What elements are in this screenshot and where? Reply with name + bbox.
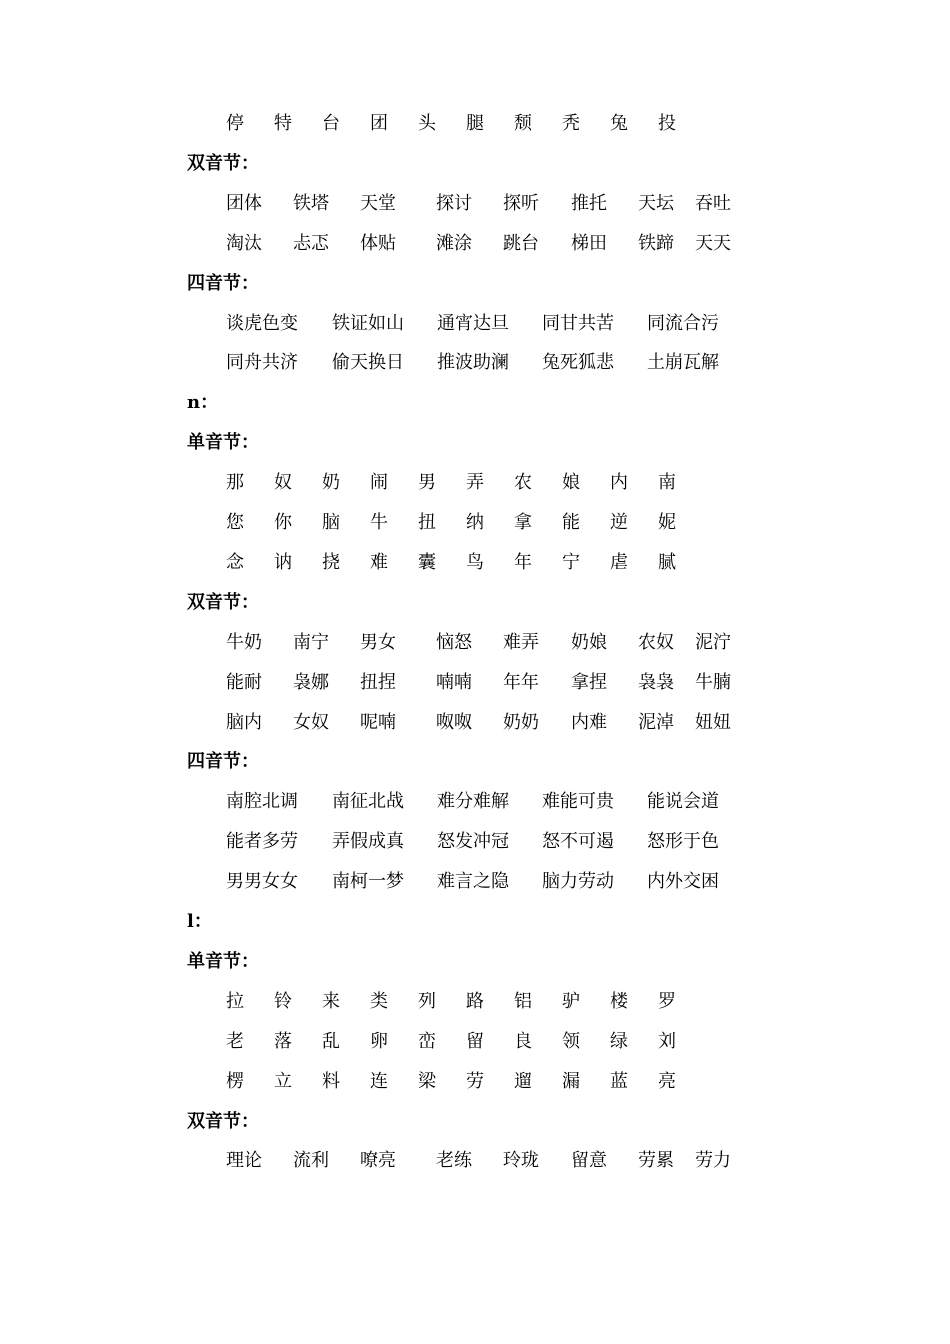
char-item: 奴 [274,472,292,494]
char-item: 团 [370,113,388,134]
char-item: 劳 [466,1070,484,1092]
char-item: 囊 [418,551,436,573]
word-item: 内外交困 [647,871,719,893]
section-heading: 双音节： [187,591,259,613]
char-item: 遛 [514,1070,532,1092]
word-item: 铁蹄 [638,232,674,254]
char-item: 农 [514,472,532,494]
char-item: 兔 [610,113,628,134]
char-item: 乱 [322,1030,340,1052]
char-item: 台 [322,113,340,134]
word-item: 袅娜 [293,671,329,693]
char-item: 男 [418,472,436,494]
word-item: 奶奶 [503,711,539,733]
word-item: 南宁 [293,631,329,653]
word-item: 恼怒 [436,631,472,653]
char-item: 峦 [418,1030,436,1052]
word-item: 天天 [695,232,731,254]
char-item: 那 [226,472,244,494]
char-item: 漏 [562,1070,580,1092]
char-item: 留 [466,1030,484,1052]
char-item: 扭 [418,512,436,533]
char-item: 你 [274,512,292,533]
word-item: 袅袅 [638,671,674,693]
word-item: 怒不可遏 [542,831,614,853]
word-item: 泥淖 [638,711,674,733]
word-item: 男男女女 [226,871,298,893]
char-item: 铃 [274,990,292,1012]
section-heading: l： [187,911,212,932]
word-item: 弄假成真 [332,831,404,853]
word-item: 探讨 [436,192,472,214]
section-heading: 双音节： [187,1110,259,1132]
char-item: 蓝 [610,1070,628,1092]
char-item: 落 [274,1030,292,1052]
char-item: 梁 [418,1070,436,1092]
word-item: 跳台 [503,232,539,254]
char-item: 娘 [562,472,580,494]
word-item: 奶娘 [571,631,607,653]
char-item: 拿 [514,512,532,533]
word-item: 理论 [226,1150,262,1172]
char-item: 颓 [514,113,532,134]
word-item: 同甘共苦 [542,312,614,334]
char-item: 腻 [658,551,676,573]
word-item: 偷天换日 [332,352,404,374]
word-item: 喃喃 [436,671,472,693]
word-item: 拿捏 [571,671,607,693]
word-item: 妞妞 [695,711,731,733]
char-item: 良 [514,1030,532,1052]
char-item: 来 [322,990,340,1012]
word-item: 土崩瓦解 [647,352,719,374]
word-item: 呢喃 [360,711,396,733]
word-item: 吞吐 [695,192,731,214]
word-item: 南柯一梦 [332,871,404,893]
word-item: 扭捏 [360,671,396,693]
word-item: 铁证如山 [332,312,404,334]
word-item: 难能可贵 [542,791,614,813]
section-heading: 四音节： [187,272,259,294]
word-item: 忐忑 [293,232,329,254]
word-item: 难言之隐 [437,871,509,893]
word-item: 难分难解 [437,791,509,813]
word-item: 体贴 [360,232,396,254]
char-item: 楼 [610,990,628,1012]
word-item: 同流合污 [647,312,719,334]
char-item: 楞 [226,1070,244,1092]
word-item: 谈虎色变 [226,312,298,334]
char-item: 投 [658,113,676,134]
word-item: 男女 [360,631,396,653]
char-item: 能 [562,512,580,533]
section-heading: 四音节： [187,751,259,773]
char-item: 头 [418,113,436,134]
char-item: 脑 [322,512,340,533]
char-item: 立 [274,1070,292,1092]
char-item: 奶 [322,472,340,494]
char-item: 特 [274,113,292,134]
word-item: 怒发冲冠 [437,831,509,853]
section-heading: n： [187,392,219,414]
word-item: 南腔北调 [226,791,298,813]
word-item: 淘汰 [226,232,262,254]
char-item: 秃 [562,113,580,134]
char-item: 类 [370,990,388,1012]
word-item: 玲珑 [503,1150,539,1172]
char-item: 挠 [322,551,340,573]
char-item: 拉 [226,990,244,1012]
char-item: 弄 [466,472,484,494]
char-item: 念 [226,551,244,573]
char-item: 年 [514,551,532,573]
char-item: 老 [226,1030,244,1052]
char-item: 亮 [658,1070,676,1092]
char-item: 您 [226,512,244,533]
char-item: 驴 [562,990,580,1012]
word-item: 铁塔 [293,192,329,214]
char-item: 列 [418,990,436,1012]
char-item: 停 [226,113,244,134]
word-item: 劳力 [695,1150,731,1172]
word-item: 农奴 [638,631,674,653]
word-item: 流利 [293,1150,329,1172]
char-item: 南 [658,472,676,494]
word-item: 牛腩 [695,671,731,693]
word-item: 探听 [503,192,539,214]
char-item: 铝 [514,990,532,1012]
word-item: 呶呶 [436,711,472,733]
word-item: 怒形于色 [647,831,719,853]
char-item: 内 [610,472,628,494]
word-item: 嘹亮 [360,1150,396,1172]
word-item: 天坛 [638,192,674,214]
word-item: 劳累 [638,1150,674,1172]
word-item: 脑内 [226,711,262,733]
word-item: 牛奶 [226,631,262,653]
char-item: 绿 [610,1030,628,1052]
word-item: 内难 [571,711,607,733]
word-item: 推托 [571,192,607,214]
char-item: 刘 [658,1030,676,1052]
word-item: 年年 [503,671,539,693]
word-item: 通宵达旦 [437,312,509,334]
word-item: 滩涂 [436,232,472,254]
char-item: 宁 [562,551,580,573]
char-item: 料 [322,1070,340,1092]
word-item: 团体 [226,192,262,214]
word-item: 能耐 [226,671,262,693]
char-item: 牛 [370,512,388,533]
char-item: 妮 [658,512,676,533]
word-item: 南征北战 [332,791,404,813]
word-item: 泥泞 [695,631,731,653]
word-item: 兔死狐悲 [542,352,614,374]
char-item: 鸟 [466,551,484,573]
word-item: 能者多劳 [226,831,298,853]
char-item: 罗 [658,990,676,1012]
char-item: 讷 [274,551,292,573]
word-item: 脑力劳动 [542,871,614,893]
char-item: 难 [370,551,388,573]
char-item: 路 [466,990,484,1012]
word-item: 推波助澜 [437,352,509,374]
word-item: 能说会道 [647,791,719,813]
char-item: 逆 [610,512,628,533]
char-item: 腿 [466,113,484,134]
char-item: 连 [370,1070,388,1092]
section-heading: 双音节： [187,152,259,174]
word-item: 老练 [436,1150,472,1172]
word-item: 女奴 [293,711,329,733]
char-item: 领 [562,1030,580,1052]
section-heading: 单音节： [187,432,259,454]
word-item: 天堂 [360,192,396,214]
char-item: 闹 [370,472,388,494]
char-item: 虐 [610,551,628,573]
word-item: 梯田 [571,232,607,254]
word-item: 同舟共济 [226,352,298,374]
word-item: 难弄 [503,631,539,653]
word-item: 留意 [571,1150,607,1172]
section-heading: 单音节： [187,950,259,972]
char-item: 卵 [370,1030,388,1052]
char-item: 纳 [466,512,484,533]
